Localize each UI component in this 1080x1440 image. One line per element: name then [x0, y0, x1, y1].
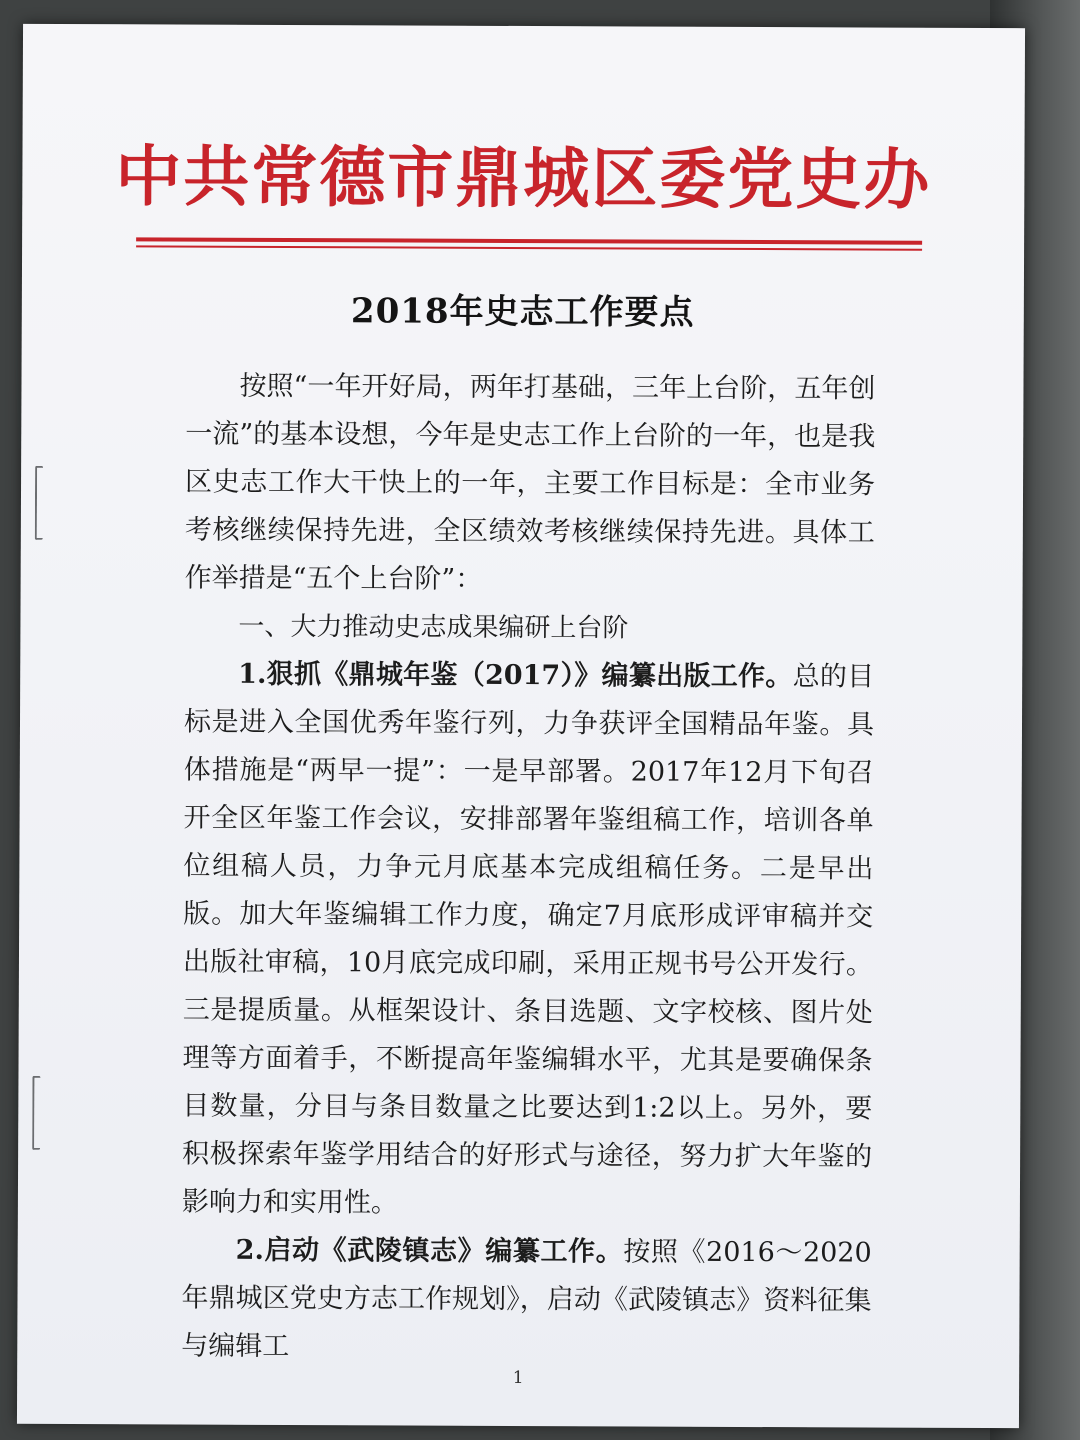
intro-paragraph: 按照“一年开好局，两年打基础，三年上台阶，五年创一流”的基本设想，今年是史志工作上台阶的一年，也是我区史志工作大干快上的一年，主要工作目标是：全市业务考核继续保持先进，全区绩效考核继续保持先进。具体工作举措是“五个上台阶”：	[184, 370, 876, 595]
item-2-lead: 2.启动《武陵镇志》编纂工作。	[235, 1234, 624, 1268]
item-1-paragraph	[182, 651, 875, 1230]
item-1-text: 总的目标是进入全国优秀年鉴行列，力争获评全国精品年鉴。具体措施是“两早一提”：一是早部署。2017年12月下旬召开全区年鉴工作会议，安排部署年鉴组稿工作，培训各单位组稿人员，力争元月底基本完成组稿任务。二是早出版。加大年鉴编辑工作力度，确定7月底形成评审稿并交出版社审稿，10月底完成印刷，采用正规书号公开发行。三是提质量。从框架设计、条目选题、文字校核、图片处理等方面着手，不断提高年鉴编辑水平，尤其是要确保条目数量，分目与条目数量之比要达到1:2以上。另外，要积极探索年鉴学用结合的好形式与途径，努力扩大年鉴的影响力和实用性。	[181, 661, 875, 1219]
section-heading: 一、大力推动史志成果编研上台阶	[238, 611, 629, 644]
document-body	[181, 363, 875, 1374]
document-page	[17, 24, 1025, 1428]
item-1-lead: 1.狠抓《鼎城年鉴（2017）》编纂出版工作。	[238, 658, 793, 693]
letterhead-rule-thin	[136, 245, 922, 250]
item-2-text: 按照《2016～2020年鼎城区党史方志工作规划》，启动《武陵镇志》资料征集与编辑工	[181, 1236, 872, 1362]
staple-top	[35, 466, 43, 540]
letterhead-title: 中共常德市鼎城区委党史办	[115, 138, 932, 219]
item-2-paragraph	[181, 1227, 872, 1374]
page-number: 1	[512, 1367, 524, 1389]
document-title: 2018年史志工作要点	[350, 291, 695, 333]
staple-bottom	[32, 1076, 40, 1150]
letterhead-rule-thick	[136, 237, 922, 244]
